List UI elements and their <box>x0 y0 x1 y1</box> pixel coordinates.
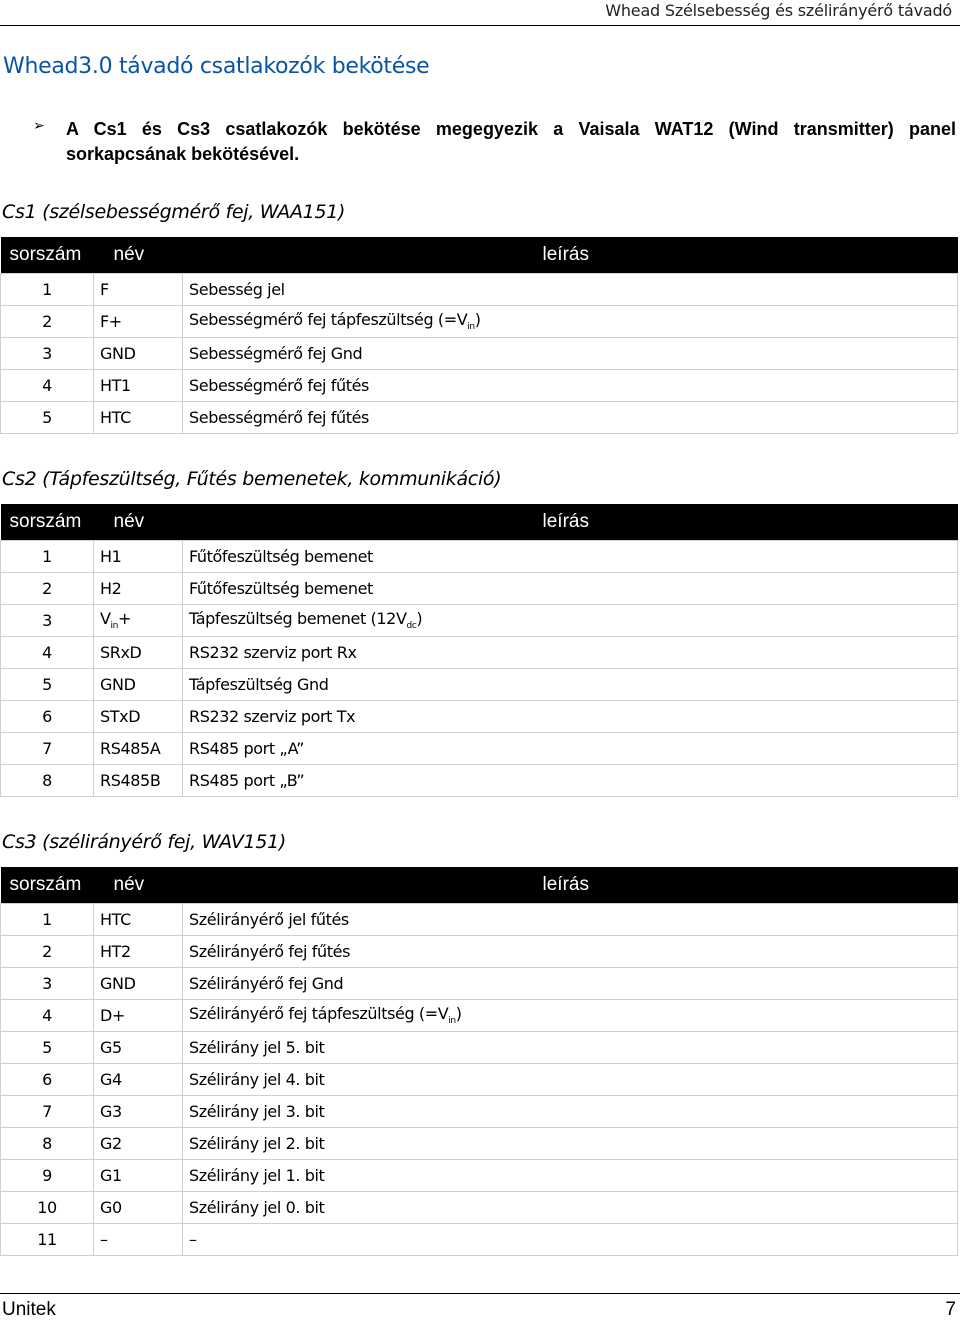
pin-name <box>94 605 183 637</box>
pin-description <box>183 1032 958 1064</box>
cs2-table <box>0 504 958 797</box>
pin-name <box>94 968 183 1000</box>
table-row <box>1 733 958 765</box>
table-row <box>1 306 958 338</box>
pin-description-text: Fűtőfeszültség bemenet <box>189 579 373 598</box>
pin-description-subscript: in <box>467 322 475 333</box>
pin-description <box>183 1160 958 1192</box>
pin-name-text: D+ <box>100 1006 125 1025</box>
pin-name-text: – <box>100 1230 108 1249</box>
pin-number: 6 <box>1 701 94 733</box>
pin-name <box>94 669 183 701</box>
section-title: Whead3.0 távadó csatlakozók bekötése <box>3 54 430 79</box>
pin-description-text: Szélirány jel 4. bit <box>189 1070 325 1089</box>
pin-name <box>94 1224 183 1256</box>
table-row <box>1 1192 958 1224</box>
table-row <box>1 968 958 1000</box>
pin-description-text: Szélirány jel 1. bit <box>189 1166 325 1185</box>
table-row <box>1 605 958 637</box>
pin-name <box>94 904 183 936</box>
pin-number: 4 <box>1 637 94 669</box>
pin-number: 11 <box>1 1224 94 1256</box>
pin-number: 9 <box>1 1160 94 1192</box>
pin-description-text: – <box>189 1230 197 1249</box>
pin-number: 2 <box>1 306 94 338</box>
pin-name <box>94 936 183 968</box>
table-row <box>1 1224 958 1256</box>
pin-number: 5 <box>1 669 94 701</box>
pin-number: 3 <box>1 338 94 370</box>
pin-description-text: Szélirányérő fej tápfeszültség (=V <box>189 1004 449 1024</box>
pin-name-text: F <box>100 280 109 299</box>
pin-name <box>94 1064 183 1096</box>
pin-number: 5 <box>1 402 94 434</box>
col-header-desc: leírás <box>183 237 958 274</box>
table-row <box>1 573 958 605</box>
table-row <box>1 936 958 968</box>
pin-name <box>94 402 183 434</box>
pin-description-text: Szélirány jel 3. bit <box>189 1102 325 1121</box>
pin-name <box>94 1128 183 1160</box>
pin-number: 2 <box>1 936 94 968</box>
pin-description-text: Sebességmérő fej fűtés <box>189 408 369 427</box>
pin-name <box>94 1192 183 1224</box>
pin-description <box>183 669 958 701</box>
table-row <box>1 1000 958 1032</box>
pin-description <box>183 338 958 370</box>
pin-number: 4 <box>1 1000 94 1032</box>
pin-name-text: G1 <box>100 1166 122 1185</box>
table-row <box>1 1032 958 1064</box>
pin-description-text: Szélirány jel 2. bit <box>189 1134 325 1153</box>
table-row <box>1 904 958 936</box>
cs2-caption: Cs2 (Tápfeszültség, Fűtés bemenetek, kommunikáció) <box>2 468 502 490</box>
page-number: 7 <box>945 1299 956 1320</box>
pin-name <box>94 1096 183 1128</box>
pin-description <box>183 637 958 669</box>
pin-number: 2 <box>1 573 94 605</box>
pin-name-text: G0 <box>100 1198 122 1217</box>
pin-name-text: RS485B <box>100 771 161 790</box>
pin-number: 1 <box>1 541 94 573</box>
pin-number: 8 <box>1 765 94 797</box>
pin-name-text: HT2 <box>100 942 131 961</box>
pin-description <box>183 1224 958 1256</box>
pin-description-text: Szélirány jel 0. bit <box>189 1198 325 1217</box>
arrow-bullet-icon: ➢ <box>33 117 45 133</box>
pin-name-text: H2 <box>100 579 122 598</box>
table-row <box>1 1096 958 1128</box>
table-row <box>1 274 958 306</box>
pin-description-suffix: ) <box>416 609 423 629</box>
pin-name-text: SRxD <box>100 643 142 662</box>
pin-name-text: HTC <box>100 408 131 427</box>
pin-description <box>183 1064 958 1096</box>
pin-description <box>183 936 958 968</box>
pin-number: 4 <box>1 370 94 402</box>
footer-rule <box>0 1293 960 1294</box>
pin-description <box>183 765 958 797</box>
pin-name-text: G2 <box>100 1134 122 1153</box>
table-row <box>1 765 958 797</box>
pin-description <box>183 1192 958 1224</box>
pin-description <box>183 701 958 733</box>
footer-company: Unitek <box>2 1299 56 1320</box>
pin-number: 7 <box>1 733 94 765</box>
running-header: Whead Szélsebesség és szélirányérő távadó <box>605 1 952 20</box>
table-row <box>1 701 958 733</box>
pin-number: 10 <box>1 1192 94 1224</box>
pin-name-text: STxD <box>100 707 141 726</box>
pin-description-text: Sebességmérő fej Gnd <box>189 344 363 363</box>
pin-description-subscript: in <box>448 1016 456 1027</box>
pin-description-text: Sebességmérő fej tápfeszültség (=V <box>189 310 468 330</box>
pin-name <box>94 541 183 573</box>
pin-description-text: Tápfeszültség bemenet (12V <box>189 609 407 629</box>
pin-name <box>94 733 183 765</box>
pin-description <box>183 306 958 338</box>
pin-name <box>94 765 183 797</box>
pin-description-text: Szélirány jel 5. bit <box>189 1038 325 1057</box>
pin-description <box>183 1000 958 1032</box>
pin-number: 7 <box>1 1096 94 1128</box>
pin-description-text: Tápfeszültség Gnd <box>189 675 329 694</box>
pin-description <box>183 733 958 765</box>
col-header-num: sorszám <box>1 504 94 541</box>
col-header-num: sorszám <box>1 867 94 904</box>
pin-number: 3 <box>1 968 94 1000</box>
pin-description <box>183 605 958 637</box>
table-row <box>1 1064 958 1096</box>
pin-name <box>94 370 183 402</box>
pin-number: 1 <box>1 904 94 936</box>
table-row <box>1 1160 958 1192</box>
table-row <box>1 637 958 669</box>
col-header-name: név <box>94 867 183 904</box>
table-row <box>1 402 958 434</box>
pin-description-text: Sebesség jel <box>189 280 285 299</box>
pin-name <box>94 1000 183 1032</box>
pin-name-text: G3 <box>100 1102 122 1121</box>
pin-description-text: RS232 szerviz port Tx <box>189 707 356 726</box>
pin-name-text: G5 <box>100 1038 122 1057</box>
cs1-caption: Cs1 (szélsebességmérő fej, WAA151) <box>2 201 346 223</box>
table-row <box>1 1128 958 1160</box>
pin-name <box>94 338 183 370</box>
pin-description-text: RS232 szerviz port Rx <box>189 643 357 662</box>
pin-description-text: RS485 port „A” <box>189 739 305 758</box>
cs3-caption: Cs3 (szélirányérő fej, WAV151) <box>2 831 287 853</box>
cs1-table <box>0 237 958 434</box>
pin-name <box>94 1160 183 1192</box>
bullet-text: A Cs1 és Cs3 csatlakozók bekötése megegyezik a Vaisala WAT12 (Wind transmitter) panel sorkapcsának bekötésével. <box>66 119 956 164</box>
pin-name-text: RS485A <box>100 739 161 758</box>
pin-number: 1 <box>1 274 94 306</box>
header-rule <box>0 25 960 26</box>
pin-name-subscript: in <box>110 621 118 632</box>
pin-name-text: GND <box>100 675 136 694</box>
pin-description-text: Szélirányérő jel fűtés <box>189 910 349 929</box>
pin-description-suffix: ) <box>474 310 481 330</box>
pin-name-text: GND <box>100 974 136 993</box>
pin-description-text: Szélirányérő fej Gnd <box>189 974 344 993</box>
pin-description-subscript: dc <box>406 621 417 632</box>
pin-description-suffix: ) <box>455 1004 462 1024</box>
pin-number: 6 <box>1 1064 94 1096</box>
pin-description-text: RS485 port „B” <box>189 771 305 790</box>
pin-name <box>94 573 183 605</box>
pin-description <box>183 274 958 306</box>
pin-description-text: Szélirányérő fej fűtés <box>189 942 351 961</box>
pin-number: 3 <box>1 605 94 637</box>
pin-description-text: Sebességmérő fej fűtés <box>189 376 369 395</box>
pin-name-text: GND <box>100 344 136 363</box>
pin-description <box>183 1128 958 1160</box>
pin-description-text: Fűtőfeszültség bemenet <box>189 547 373 566</box>
pin-name-text: HTC <box>100 910 131 929</box>
pin-name-text: F+ <box>100 312 122 331</box>
pin-number: 8 <box>1 1128 94 1160</box>
pin-number: 5 <box>1 1032 94 1064</box>
pin-description <box>183 370 958 402</box>
pin-name <box>94 274 183 306</box>
pin-description <box>183 904 958 936</box>
pin-name-text: G4 <box>100 1070 122 1089</box>
pin-name <box>94 306 183 338</box>
pin-name-text: V <box>100 609 111 629</box>
table-row <box>1 370 958 402</box>
pin-name-suffix: + <box>117 609 131 629</box>
pin-description <box>183 402 958 434</box>
table-row <box>1 338 958 370</box>
pin-name <box>94 637 183 669</box>
pin-name-text: HT1 <box>100 376 131 395</box>
col-header-desc: leírás <box>183 867 958 904</box>
col-header-name: név <box>94 504 183 541</box>
pin-description <box>183 1096 958 1128</box>
pin-description <box>183 541 958 573</box>
pin-description <box>183 968 958 1000</box>
pin-name-text: H1 <box>100 547 122 566</box>
pin-name <box>94 701 183 733</box>
cs3-table <box>0 867 958 1256</box>
pin-description <box>183 573 958 605</box>
col-header-num: sorszám <box>1 237 94 274</box>
table-row <box>1 669 958 701</box>
table-row <box>1 541 958 573</box>
pin-name <box>94 1032 183 1064</box>
col-header-name: név <box>94 237 183 274</box>
col-header-desc: leírás <box>183 504 958 541</box>
